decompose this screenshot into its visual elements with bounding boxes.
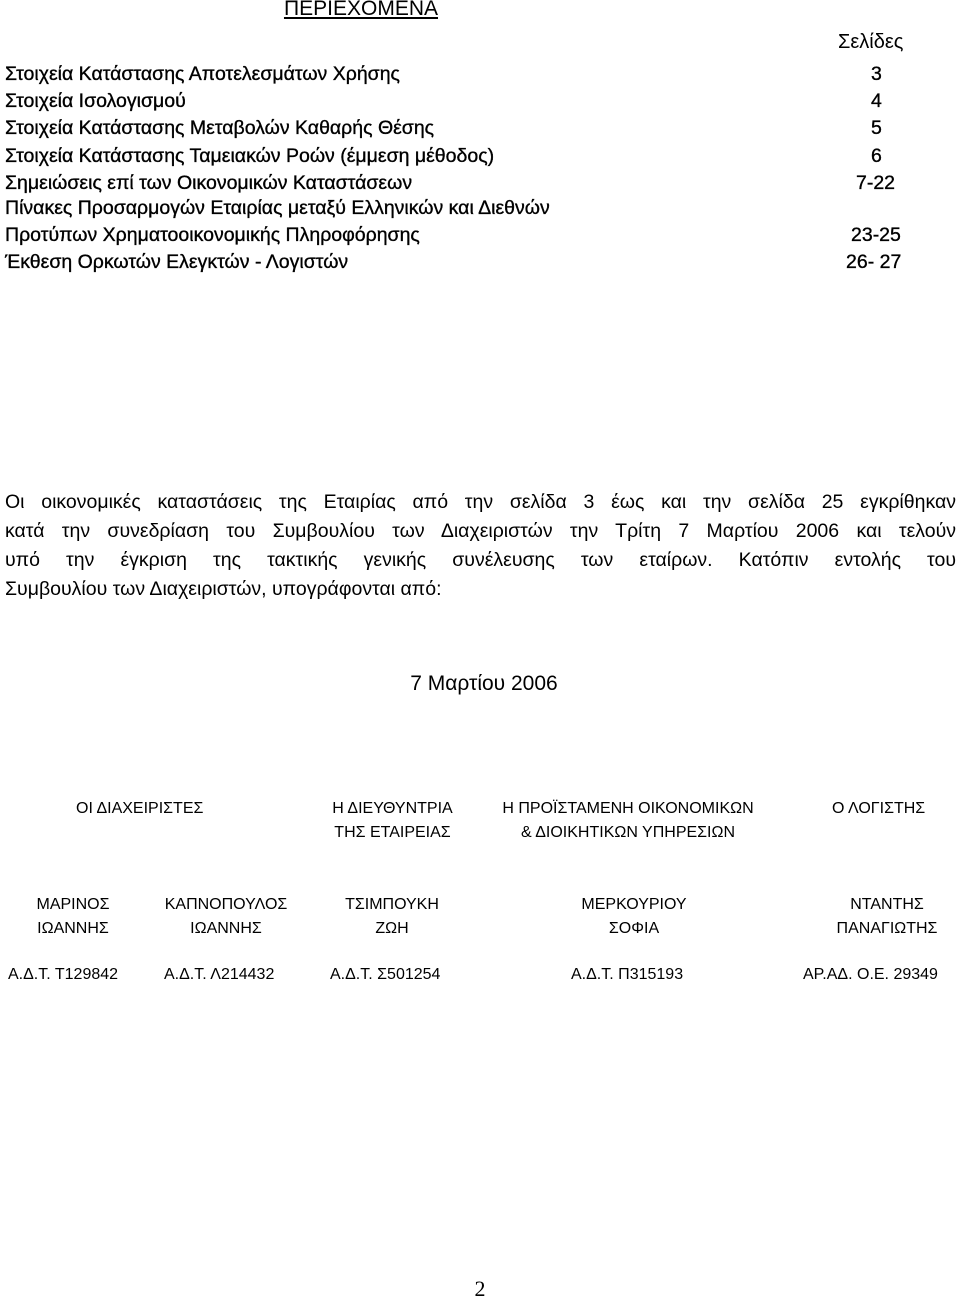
signatory-name — [568, 893, 700, 941]
signatory-name — [332, 893, 452, 941]
role-director-line: Η ΔΙΕΥΘΥΝΤΡΙΑ — [332, 800, 453, 817]
paragraph-line: Οι οικονομικές καταστάσεις της Εταιρίας από την σελίδα 3 έως και την σελίδα 25 εγκρίθηκαν — [5, 491, 956, 513]
toc-item-label: Στοιχεία Ισολογισμού — [5, 90, 186, 112]
role-director — [320, 797, 465, 845]
signatory-id: ΑΡ.ΑΔ. Ο.Ε. 29349 — [803, 966, 938, 983]
page-title: ΠΕΡΙΕΧΟΜΕΝΑ — [283, 0, 439, 20]
signatory-id: Α.Δ.Τ. Π315193 — [571, 966, 684, 983]
signatory-first-name: ΙΩΑΝΝΗΣ — [37, 920, 109, 937]
signatory-surname: ΚΑΠΝΟΠΟΥΛΟΣ — [164, 896, 288, 913]
approval-paragraph — [5, 488, 956, 604]
signatory-id: Α.Δ.Τ. Σ501254 — [330, 966, 441, 983]
toc-item-page: 23-25 — [851, 224, 901, 246]
toc-item-page: 26- 27 — [846, 251, 902, 273]
signatory-first-name: ΖΩΗ — [375, 920, 409, 937]
signatory-surname: ΜΑΡΙΝΟΣ — [36, 896, 110, 913]
signatory-name — [823, 893, 951, 941]
toc-item-label: Προτύπων Χρηματοοικονομικής Πληροφόρησης — [5, 224, 420, 246]
signatory-surname: ΜΕΡΚΟΥΡΙΟΥ — [581, 896, 687, 913]
role-managers: ΟΙ ΔΙΑΧΕΙΡΙΣΤΕΣ — [76, 800, 204, 817]
toc-item-page: 7-22 — [856, 172, 896, 194]
signatory-first-name: ΙΩΑΝΝΗΣ — [190, 920, 262, 937]
toc-item-label: Πίνακες Προσαρμογών Εταιρίας μεταξύ Ελληνικών και Διεθνών — [5, 197, 550, 219]
signatory-first-name: ΠΑΝΑΓΙΩΤΗΣ — [836, 920, 938, 937]
role-head-line: Η ΠΡΟΪΣΤΑΜΕΝΗ ΟΙΚΟΝΟΜΙΚΩΝ — [502, 800, 754, 817]
signatory-surname: ΝΤΑΝΤΗΣ — [850, 896, 924, 913]
toc-item-page: 3 — [871, 63, 882, 85]
toc-item-label: Στοιχεία Κατάστασης Αποτελεσμάτων Χρήσης — [5, 63, 400, 85]
role-accountant: Ο ΛΟΓΙΣΤΗΣ — [832, 800, 926, 817]
toc-item-label: Έκθεση Ορκωτών Ελεγκτών - Λογιστών — [5, 251, 349, 273]
toc-item-page: 5 — [871, 117, 882, 139]
toc-item-label: Σημειώσεις επί των Οικονομικών Καταστάσεων — [5, 172, 413, 194]
toc-item-label: Στοιχεία Κατάστασης Μεταβολών Καθαρής Θέσης — [5, 117, 435, 139]
signatory-surname: ΤΣΙΜΠΟΥΚΗ — [345, 896, 439, 913]
signatory-id: Α.Δ.Τ. Λ214432 — [164, 966, 275, 983]
signatory-id: Α.Δ.Τ. Τ129842 — [8, 966, 119, 983]
paragraph-line: κατά την συνεδρίαση του Συμβουλίου των Διαχειριστών την Τρίτη 7 Μαρτίου 2006 και τελούν — [5, 520, 956, 542]
paragraph-line: Συμβουλίου των Διαχειριστών, υπογράφονται από: — [5, 578, 442, 600]
role-director-line: ΤΗΣ ΕΤΑΙΡΕΙΑΣ — [334, 824, 451, 841]
toc-item-label: Στοιχεία Κατάστασης Ταμειακών Ροών (έμμεση μέθοδος) — [5, 145, 495, 167]
page-number: 2 — [474, 1276, 486, 1301]
signatory-name — [27, 893, 119, 941]
pages-column-header: Σελίδες — [838, 31, 904, 53]
signing-date: 7 Μαρτίου 2006 — [410, 672, 558, 695]
signatory-first-name: ΣΟΦΙΑ — [608, 920, 660, 937]
role-head-of-finance — [482, 797, 774, 845]
role-head-line: & ΔΙΟΙΚΗΤΙΚΩΝ ΥΠΗΡΕΣΙΩΝ — [520, 824, 736, 841]
toc-item-page: 4 — [871, 90, 882, 112]
toc-item-page: 6 — [871, 145, 882, 167]
signatory-name — [150, 893, 302, 941]
paragraph-line: υπό την έγκριση της τακτικής γενικής συνέλευσης των εταίρων. Κατόπιν εντολής του — [5, 549, 956, 571]
